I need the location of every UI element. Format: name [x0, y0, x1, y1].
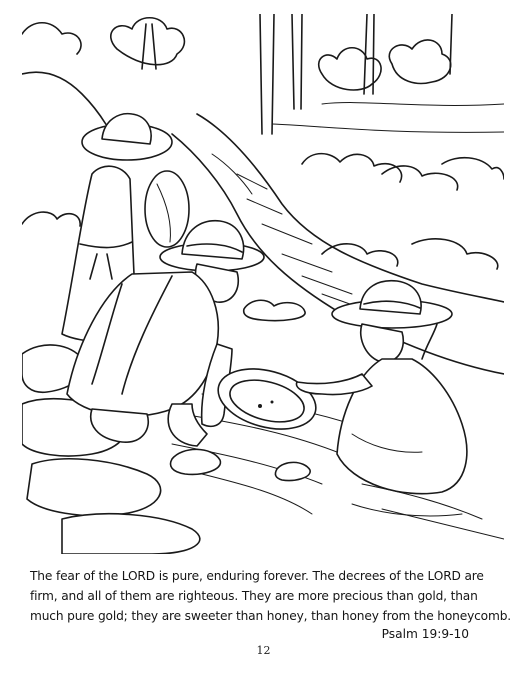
- scripture-verse: [30, 566, 512, 626]
- verse-line: much pure gold; they are sweeter than honey, than honey from the honeycomb.: [30, 609, 512, 623]
- verse-line: firm, and all of them are righteous. They are more precious than gold, than: [30, 589, 478, 603]
- page-number: 12: [256, 644, 271, 657]
- background-trees: [22, 14, 504, 134]
- gold-panning-illustration: [22, 14, 504, 554]
- girl-sitting: [296, 281, 466, 516]
- verse-line: The fear of the LORD is pure, enduring forever. The decrees of the LORD are: [30, 569, 484, 583]
- verse-citation: Psalm 19:9-10: [381, 627, 469, 641]
